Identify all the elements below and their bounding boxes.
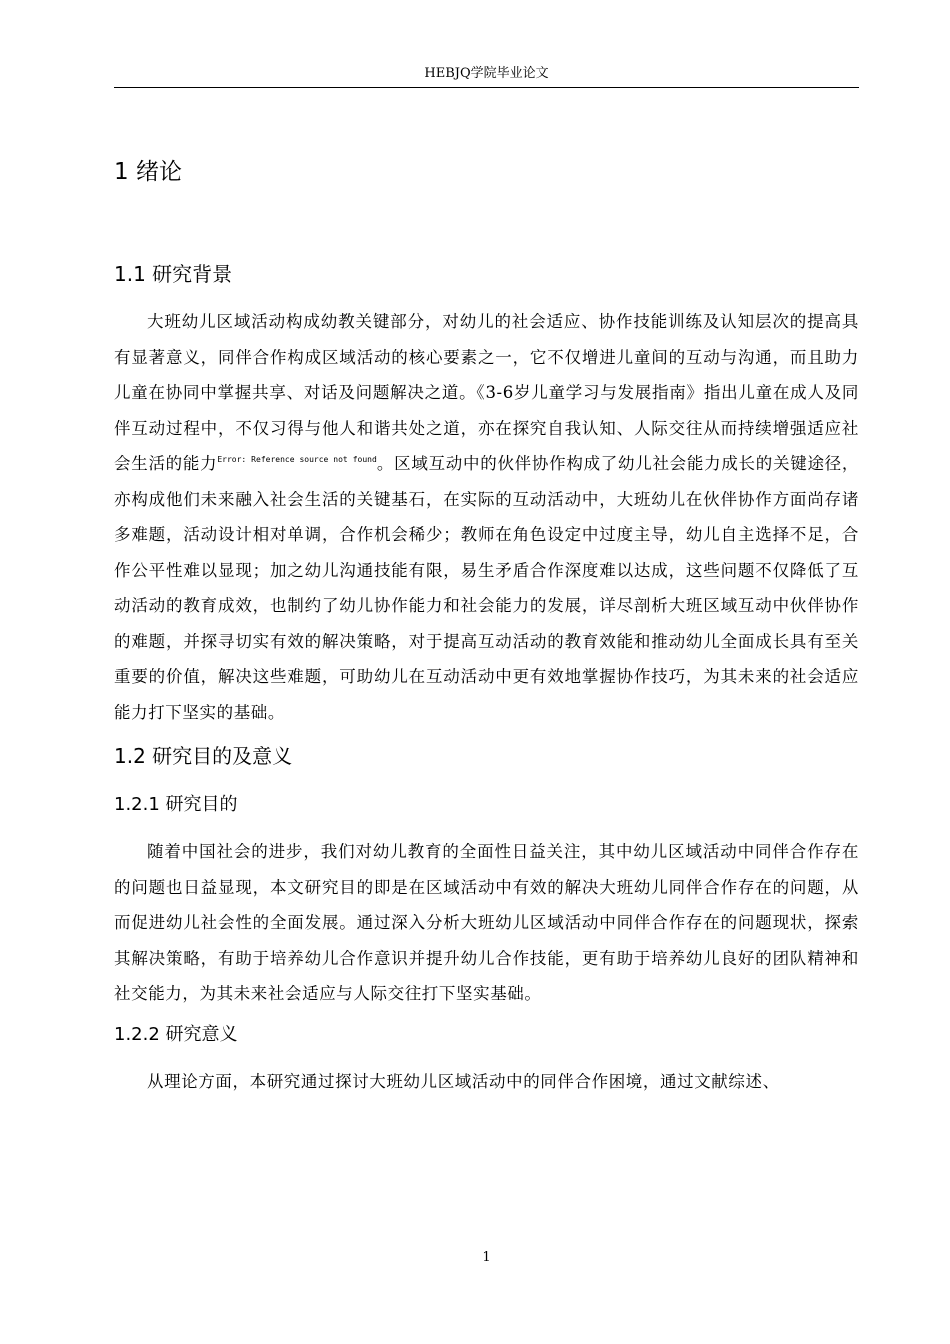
header-divider <box>114 87 859 88</box>
spacer <box>114 730 859 738</box>
spacer <box>114 192 859 256</box>
spacer <box>114 292 859 304</box>
section-title-purpose-significance: 1.2 研究目的及意义 <box>114 744 293 768</box>
subsection-title-purpose: 1.2.1 研究目的 <box>114 794 238 815</box>
paragraph-text: 。区域互动中的伙伴协作构成了幼儿社会能力成长的关键途径，亦构成他们未来融入社会生活的关键基石，在实际的互动活动中，大班幼儿在伙伴协作方面尚存诸多难题，活动设计相对单调，合作机会稀少；教师在角色设定中过度主导，幼儿自主选择不足，合作公平性难以显现；加之幼儿沟通技能有限，易生矛盾合作深度难以达成，这些问题不仅降低了互动活动的教育成效，也制约了幼儿协作能力和社会能力的发展，详尽剖析大班区域互动中伙伴协作的难题，并探寻切实有效的解决策略，对于提高互动活动的教育效能和推动幼儿全面成长具有至关重要的价值，解决这些难题，可助幼儿在互动活动中更有效地掌握协作技巧，为其未来的社会适应能力打下坚实的基础。 <box>114 454 859 722</box>
paragraph-significance: 从理论方面，本研究通过探讨大班幼儿区域活动中的同伴合作困境，通过文献综述、 <box>147 1071 780 1091</box>
subsection-title-significance: 1.2.2 研究意义 <box>114 1023 238 1045</box>
section-title-background: 1.1 研究背景 <box>114 262 233 286</box>
paragraph-text: 大班幼儿区域活动构成幼教关键部分，对幼儿的社会适应、协作技能训练及认知层次的提高具有显著意义，同伴合作构成区域活动的核心要素之一，它不仅增进儿童间的互动与沟通，而且助力儿童在协同中掌握共享、对话及问题解决之道。《3-6岁儿童学习与发展指南》指出儿童在成人及同伴互动过程中，不仅习得与他人和谐共处之道，亦在探究自我认知、人际交往从而持续增强适应社会生活的能力 <box>114 312 859 473</box>
chapter-title: 1 绪论 <box>114 159 182 185</box>
spacer <box>114 822 859 834</box>
reference-error-text: Error: Reference source not found <box>217 455 377 464</box>
spacer <box>114 774 859 788</box>
running-header: HEBJQ学院毕业论文 <box>424 66 549 81</box>
spacer <box>114 1052 859 1064</box>
page-content <box>114 152 859 1099</box>
page-number: 1 <box>482 1250 491 1265</box>
paragraph-background <box>114 304 859 730</box>
paragraph-purpose: 随着中国社会的进步，我们对幼儿教育的全面性日益关注，其中幼儿区域活动中同伴合作存在的问题也日益显现，本文研究目的即是在区域活动中有效的解决大班幼儿同伴合作存在的问题，从而促进幼儿社会性的全面发展。通过深入分析大班幼儿区域活动中同伴合作存在的问题现状，探索其解决策略，有助于培养幼儿合作意识并提升幼儿合作技能，更有助于培养幼儿良好的团队精神和社交能力，为其未来社会适应与人际交往打下坚实基础。 <box>114 842 859 1003</box>
